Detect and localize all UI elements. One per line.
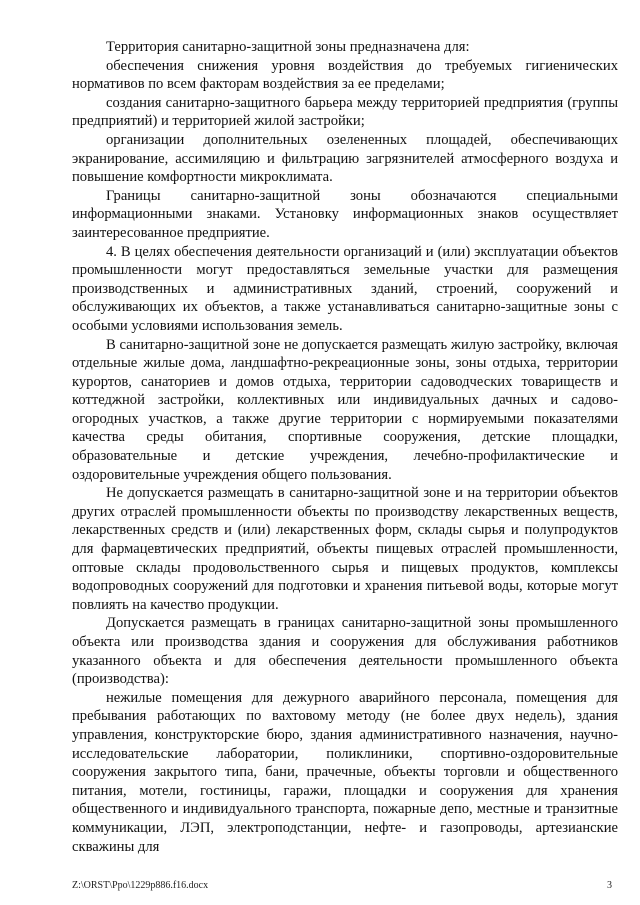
paragraph-prohibited-housing: В санитарно-защитной зоне не допускается размещать жилую застройку, включая отдельные жилые дома, ландшафтно-рекреационные зоны, зоны отдыха, территории курортов, санаториев и домов отдыха, территории садоводческих товариществ и коттеджной застройки, коллективных или индивидуальных дачных и садово-огородных участков, а также другие территории с нормируемыми показателями качества среды обитания, спортивные сооружения, детские площадки, образовательные и детские учреждения, лечебно-профилактические и оздоровительные учреждения общего пользования. [72,336,618,483]
page-number: 3 [607,880,612,891]
document-body [72,38,618,856]
paragraph-prohibited-pharma-food: Не допускается размещать в санитарно-защитной зоне и на территории объектов других отраслей промышленности объекты по производству лекарственных веществ, лекарственных средств и (или) лекарственных форм, склады сырья и полупродуктов для фармацевтических предприятий, объекты пищевых отраслей промышленности, оптовые склады продовольственного сырья и пищевых продуктов, комплексы водопроводных сооружений для подготовки и хранения питьевой воды, которые могут повлиять на качество продукции. [72,485,618,613]
paragraph-szz-purpose-intro: Территория санитарно-защитной зоны предназначена для: [106,39,470,55]
paragraph-purpose-barrier: создания санитарно-защитного барьера между территорией предприятия (группы предприятий) и территорией жилой застройки; [72,94,618,130]
paragraph-item-4: 4. В целях обеспечения деятельности организаций и (или) эксплуатации объектов промышленности могут предоставляться земельные участки для размещения производственных и административных зданий, строений, сооружений и обслуживающих их объектов, а также устанавливаться санитарно-защитные зоны с особыми условиями использования земель. [72,243,618,334]
footer-file-path: Z:\ORST\Ppo\1229p886.f16.docx [72,880,209,891]
paragraph-permitted-list: нежилые помещения для дежурного аварийного персонала, помещения для пребывания работающих по вахтовому методу (не более двух недель), здания управления, конструкторские бюро, здания административного назначения, научно-исследовательские лаборатории, поликлиники, спортивно-оздоровительные сооружения закрытого типа, бани, прачечные, объекты торговли и общественного питания, мотели, гостиницы, гаражи, площадки и сооружения для хранения общественного и индивидуального транспорта, пожарные депо, местные и транзитные коммуникации, ЛЭП, электроподстанции, нефте- и газопроводы, артезианские скважины для [72,689,618,855]
paragraph-purpose-greenery: организации дополнительных озелененных площадей, обеспечивающих экранирование, ассимиляцию и фильтрацию загрязнителей атмосферного воздуха и повышение комфортности микроклимата. [72,131,618,186]
paragraph-purpose-hygiene: обеспечения снижения уровня воздействия до требуемых гигиенических нормативов по всем факторам воздействия за ее пределами; [72,57,618,93]
paragraph-permitted-intro: Допускается размещать в границах санитарно-защитной зоны промышленного объекта или производства здания и сооружения для обслуживания работников указанного объекта и для обеспечения деятельности промышленного объекта (производства): [72,615,618,688]
paragraph-boundary-signs: Границы санитарно-защитной зоны обозначаются специальными информационными знаками. Установку информационных знаков осуществляет заинтересованное предприятие. [72,187,618,241]
